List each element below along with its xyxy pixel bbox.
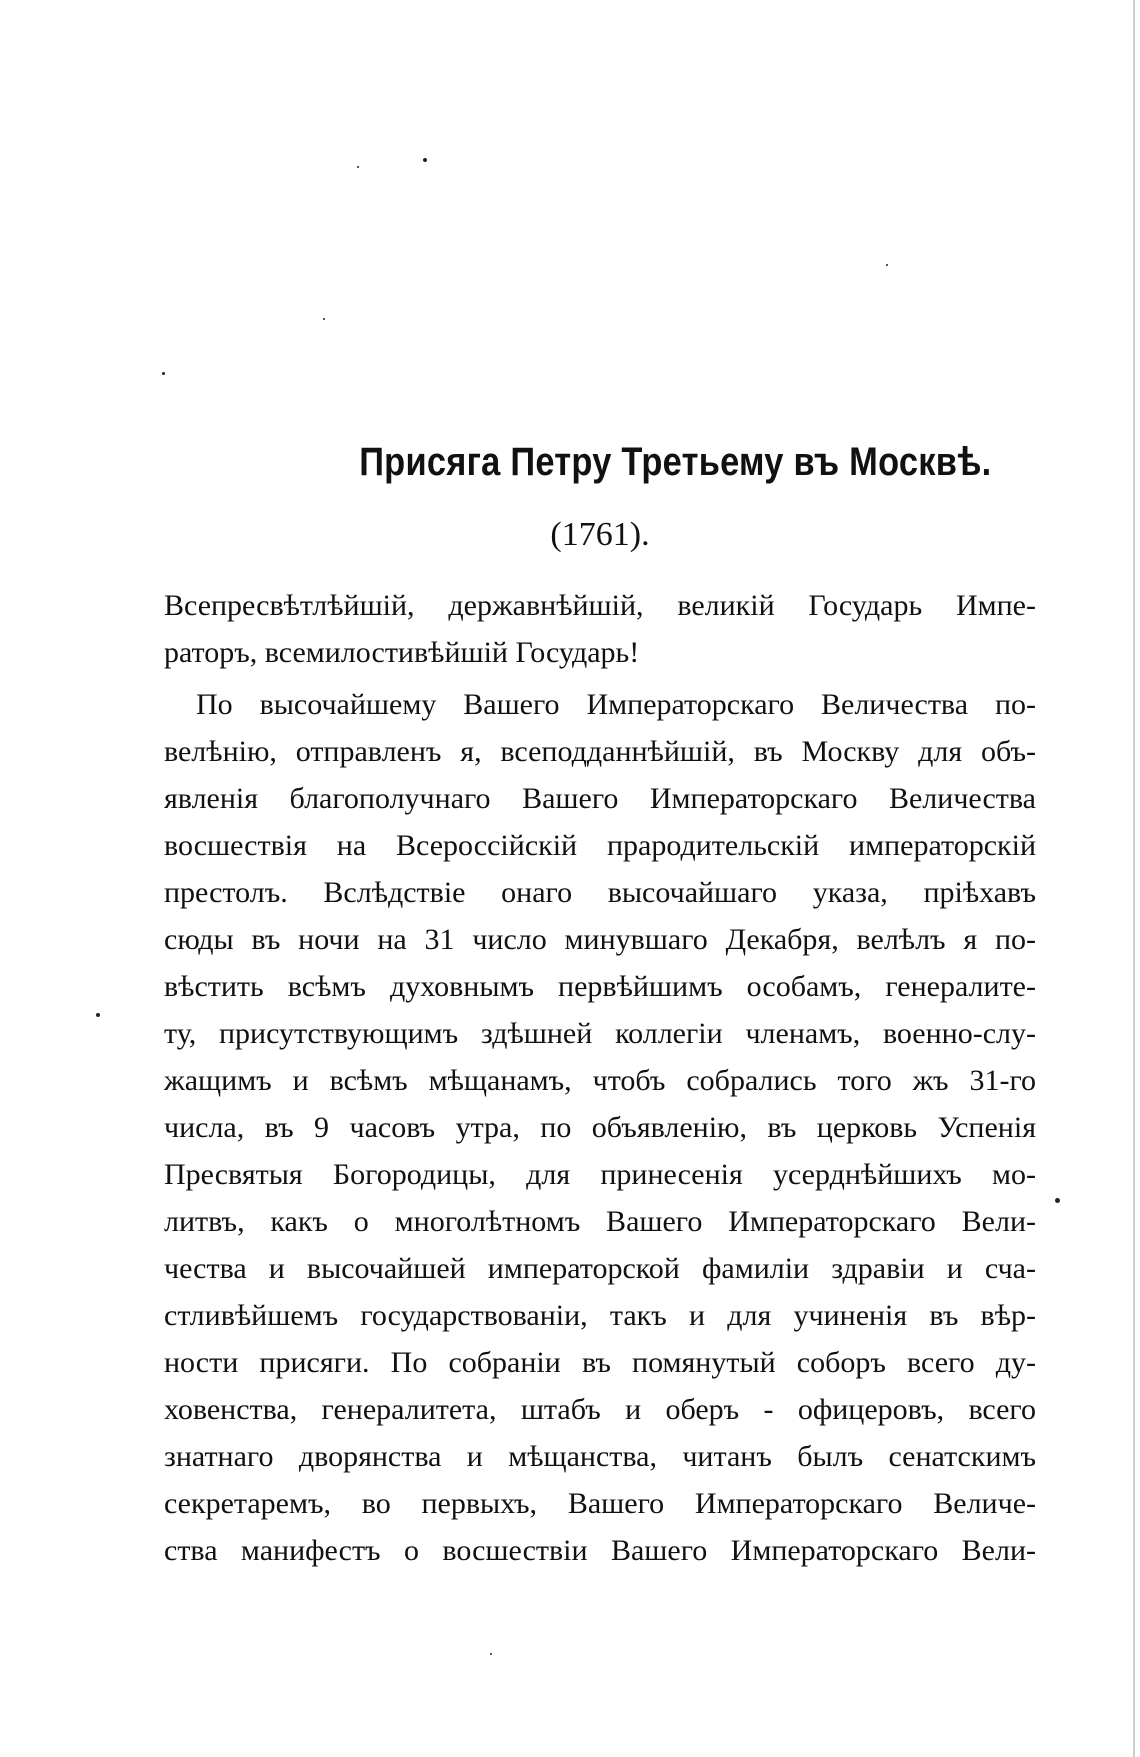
text-line: По высочайшему Вашего Императорскаго Величества по- xyxy=(196,688,1036,721)
scan-speck xyxy=(357,166,359,168)
text-line: числа, въ 9 часовъ утра, по объявленію, въ церковь Успенія xyxy=(164,1111,1036,1144)
text-line: ности присяги. По собраніи въ помянутый соборъ всего ду- xyxy=(164,1346,1036,1379)
greeting-paragraph xyxy=(164,582,1036,676)
scan-speck xyxy=(1055,1198,1060,1203)
text-line: вѣстить всѣмъ духовнымъ первѣйшимъ особамъ, генералите- xyxy=(164,970,1036,1003)
scan-speck xyxy=(423,158,427,162)
document-year: (1761). xyxy=(550,516,650,553)
text-line: явленія благополучнаго Вашего Императорскаго Величества xyxy=(164,782,1036,815)
text-line: чества и высочайшей императорской фамиліи здравіи и сча- xyxy=(164,1252,1036,1285)
scan-edge-line xyxy=(1133,0,1135,1757)
scan-speck xyxy=(490,1653,492,1655)
text-line: ту, присутствующимъ здѣшней коллегіи членамъ, военно-слу- xyxy=(164,1017,1036,1050)
text-line: восшествія на Всероссійскій прародительскій императорскій xyxy=(164,829,1036,862)
text-line: ховенства, генералитета, штабъ и оберъ - офицеровъ, всего xyxy=(164,1393,1036,1426)
text-line: знатнаго дворянства и мѣщанства, читанъ былъ сенатскимъ xyxy=(164,1440,1036,1473)
text-line: сюды въ ночи на 31 число минувшаго Декабря, велѣлъ я по- xyxy=(164,923,1036,956)
text-line: жащимъ и всѣмъ мѣщанамъ, чтобъ собрались того жъ 31-го xyxy=(164,1064,1036,1097)
text-line: Пресвятыя Богородицы, для принесенія усерднѣйшихъ мо- xyxy=(164,1158,1036,1191)
body-paragraph xyxy=(164,681,1036,1574)
scan-speck xyxy=(96,1013,100,1017)
scan-speck xyxy=(162,372,165,375)
text-line: престолъ. Вслѣдствіе онаго высочайшаго указа, пріѣхавъ xyxy=(164,876,1036,909)
scan-speck xyxy=(323,318,325,320)
document-title: Присяга Петру Третьему въ Москвѣ. xyxy=(359,440,992,484)
text-line: ства манифестъ о восшествіи Вашего Императорскаго Вели- xyxy=(164,1534,1036,1567)
text-line: стливѣйшемъ государствованіи, такъ и для учиненія въ вѣр- xyxy=(164,1299,1036,1332)
text-line: раторъ, всемилостивѣйшій Государь! xyxy=(164,636,640,669)
text-line: литвъ, какъ о многолѣтномъ Вашего Императорскаго Вели- xyxy=(164,1205,1036,1238)
scan-speck xyxy=(886,264,888,266)
text-line: велѣнію, отправленъ я, всеподданнѣйшій, въ Москву для объ- xyxy=(164,735,1036,768)
text-line: секретаремъ, во первыхъ, Вашего Императорскаго Величе- xyxy=(164,1487,1036,1520)
text-line: Всепресвѣтлѣйшій, державнѣйшій, великій Государь Импе- xyxy=(164,589,1036,622)
